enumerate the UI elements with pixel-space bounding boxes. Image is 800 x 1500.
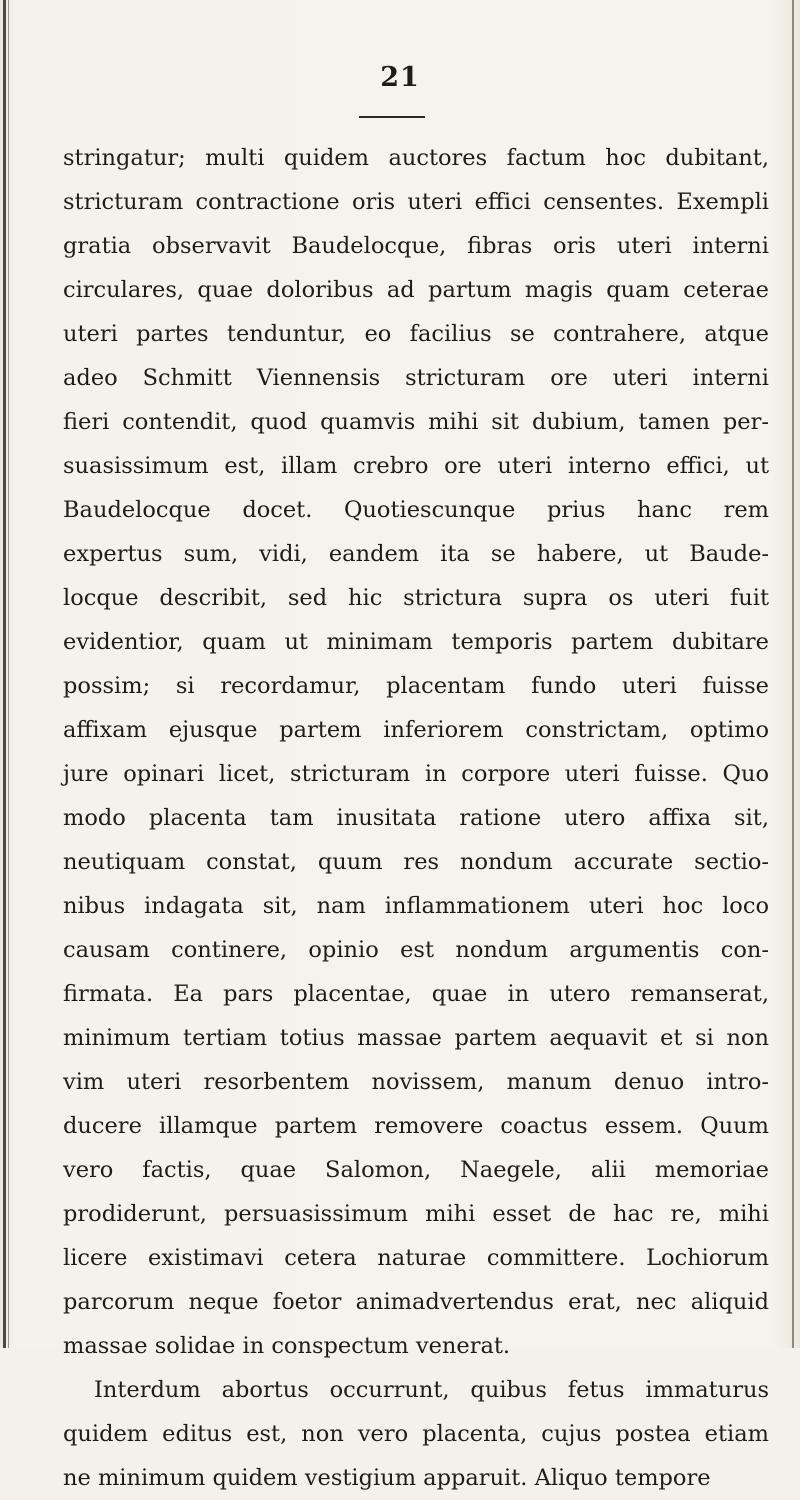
text-line: neutiquam constat, quum res nondum accurate sectio- <box>63 849 769 875</box>
text-line: Baudelocque docet. Quotiescunque prius hanc rem <box>63 497 769 523</box>
text-line: quidem editus est, non vero placenta, cujus postea etiam <box>63 1421 769 1447</box>
text-line: minimum tertiam totius massae partem aequavit et si non <box>63 1025 769 1051</box>
text-line: stringatur; multi quidem auctores factum hoc dubitant, <box>63 145 769 171</box>
text-line: circulares, quae doloribus ad partum magis quam ceterae <box>63 277 769 303</box>
text-line: stricturam contractione oris uteri effici censentes. Exempli <box>63 189 769 215</box>
text-line: modo placenta tam inusitata ratione utero affixa sit, <box>63 805 769 831</box>
text-line: Interdum abortus occurrunt, quibus fetus immaturus <box>94 1377 769 1403</box>
text-line: firmata. Ea pars placentae, quae in utero remanserat, <box>63 981 769 1007</box>
text-line: vim uteri resorbentem novissem, manum denuo intro- <box>63 1069 769 1095</box>
text-line: prodiderunt, persuasissimum mihi esset de hac re, mihi <box>63 1201 769 1227</box>
text-line: causam continere, opinio est nondum argumentis con- <box>63 937 769 963</box>
text-line: affixam ejusque partem inferiorem constrictam, optimo <box>63 717 769 743</box>
page-number-rule <box>359 116 425 118</box>
text-line: evidentior, quam ut minimam temporis partem dubitare <box>63 629 769 655</box>
text-line: gratia observavit Baudelocque, fibras oris uteri interni <box>63 233 769 259</box>
text-line: parcorum neque foetor animadvertendus erat, nec aliquid <box>63 1289 769 1315</box>
text-line: possim; si recordamur, placentam fundo uteri fuisse <box>63 673 769 699</box>
text-line: jure opinari licet, stricturam in corpore uteri fuisse. Quo <box>63 761 769 787</box>
text-line: ne minimum quidem vestigium apparuit. Aliquo tempore <box>63 1465 711 1491</box>
text-line: locque describit, sed hic strictura supra os uteri fuit <box>63 585 769 611</box>
text-line: vero factis, quae Salomon, Naegele, alii memoriae <box>63 1157 769 1183</box>
text-line: uteri partes tenduntur, eo facilius se contrahere, atque <box>63 321 769 347</box>
body-text <box>63 136 769 1500</box>
text-line: nibus indagata sit, nam inflammationem uteri hoc loco <box>63 893 769 919</box>
page-binding-shadow <box>8 0 9 1348</box>
page-number: 21 <box>380 62 420 93</box>
text-line: suasissimum est, illam crebro ore uteri interno effici, ut <box>63 453 769 479</box>
text-line: licere existimavi cetera naturae committere. Lochiorum <box>63 1245 769 1271</box>
text-line: fieri contendit, quod quamvis mihi sit dubium, tamen per- <box>63 409 769 435</box>
text-line: massae solidae in conspectum venerat. <box>63 1333 511 1359</box>
page-right-edge <box>792 0 794 1348</box>
page-binding-edge <box>3 0 6 1348</box>
text-line: adeo Schmitt Viennensis stricturam ore uteri interni <box>63 365 769 391</box>
text-line: expertus sum, vidi, eandem ita se habere, ut Baude- <box>63 541 769 567</box>
text-line: ducere illamque partem removere coactus essem. Quum <box>63 1113 769 1139</box>
